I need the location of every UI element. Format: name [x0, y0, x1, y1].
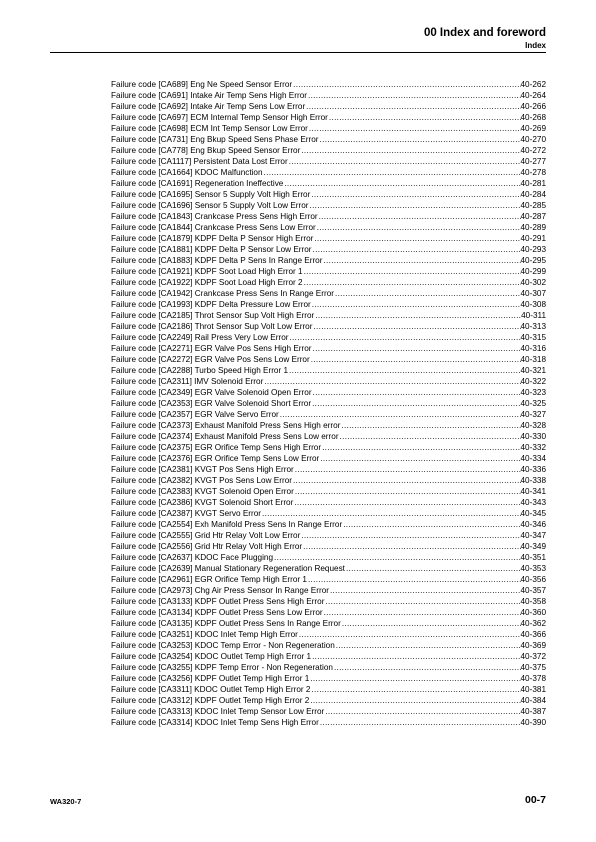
index-entry — [111, 475, 546, 486]
entry-page: 40-375 — [520, 663, 546, 672]
entry-title: Failure code [CA2349] EGR Valve Solenoid Open Error — [111, 388, 312, 397]
entry-title: Failure code [CA1664] KDOC Malfunction — [111, 168, 263, 177]
entry-page: 40-362 — [520, 619, 546, 628]
entry-page: 40-325 — [520, 399, 546, 408]
index-entry — [111, 134, 546, 145]
index-entry — [111, 453, 546, 464]
entry-title: Failure code [CA778] Eng Bkup Speed Sensor Error — [111, 146, 301, 155]
entry-title: Failure code [CA2185] Throt Sensor Sup Volt High Error — [111, 311, 315, 320]
entry-title: Failure code [CA1942] Crankcase Press Sens In Range Error — [111, 289, 334, 298]
entry-page: 40-287 — [520, 212, 546, 221]
entry-page: 40-343 — [520, 498, 546, 507]
entry-title: Failure code [CA2357] EGR Valve Servo Error — [111, 410, 279, 419]
dot-leader — [333, 662, 521, 673]
index-entry — [111, 420, 546, 431]
entry-title: Failure code [CA3313] KDOC Inlet Temp Sensor Low Error — [111, 707, 325, 716]
index-entry — [111, 178, 546, 189]
entry-title: Failure code [CA2376] EGR Orifice Temp Sens Low Error — [111, 454, 320, 463]
dot-leader — [300, 145, 520, 156]
entry-page: 40-338 — [520, 476, 546, 485]
dot-leader — [318, 211, 521, 222]
section-subtitle: Index — [525, 41, 546, 50]
dot-leader — [307, 574, 521, 585]
entry-title: Failure code [CA2381] KVGT Pos Sens High Error — [111, 465, 294, 474]
dot-leader — [324, 706, 520, 717]
entry-title: Failure code [CA698] ECM Int Temp Sensor Low Error — [111, 124, 308, 133]
entry-page: 40-390 — [520, 718, 546, 727]
entry-title: Failure code [CA1921] KDPF Soot Load High Error 1 — [111, 267, 303, 276]
index-entry — [111, 552, 546, 563]
entry-title: Failure code [CA2373] Exhaust Manifold Press Sens High error — [111, 421, 341, 430]
entry-title: Failure code [CA1696] Sensor 5 Supply Volt Low Error — [111, 201, 309, 210]
index-entry — [111, 365, 546, 376]
entry-page: 40-318 — [520, 355, 546, 364]
dot-leader — [312, 343, 521, 354]
entry-page: 40-346 — [520, 520, 546, 529]
entry-page: 40-266 — [520, 102, 546, 111]
entry-page: 40-299 — [520, 267, 546, 276]
dot-leader — [288, 156, 521, 167]
index-entry — [111, 695, 546, 706]
entry-title: Failure code [CA2556] Grid Htr Relay Volt High Error — [111, 542, 303, 551]
dot-leader — [294, 486, 521, 497]
entry-title: Failure code [CA3314] KDOC Inlet Temp Sens High Error — [111, 718, 319, 727]
entry-page: 40-334 — [520, 454, 546, 463]
dot-leader — [313, 233, 520, 244]
index-entry — [111, 200, 546, 211]
entry-page: 40-330 — [520, 432, 546, 441]
dot-leader — [261, 508, 520, 519]
entry-page: 40-289 — [520, 223, 546, 232]
index-entry — [111, 486, 546, 497]
dot-leader — [322, 255, 520, 266]
entry-title: Failure code [CA1691] Regeneration Ineffective — [111, 179, 284, 188]
dot-leader — [263, 376, 520, 387]
dot-leader — [279, 409, 521, 420]
dot-leader — [305, 101, 520, 112]
dot-leader — [288, 332, 520, 343]
dot-leader — [307, 90, 521, 101]
index-entry — [111, 90, 546, 101]
dot-leader — [310, 684, 520, 695]
index-entry — [111, 596, 546, 607]
index-entry — [111, 189, 546, 200]
entry-title: Failure code [CA3254] KDOC Outlet Temp High Error 1 — [111, 652, 312, 661]
index-entry — [111, 541, 546, 552]
index-entry — [111, 574, 546, 585]
entry-page: 40-332 — [520, 443, 546, 452]
dot-leader — [342, 519, 520, 530]
dot-leader — [310, 354, 521, 365]
entry-title: Failure code [CA1844] Crankcase Press Sens Low Error — [111, 223, 316, 232]
index-entry — [111, 662, 546, 673]
entry-page: 40-311 — [521, 311, 546, 320]
entry-title: Failure code [CA2386] KVGT Solenoid Short Error — [111, 498, 294, 507]
entry-page: 40-366 — [520, 630, 546, 639]
dot-leader — [303, 266, 521, 277]
index-entry — [111, 497, 546, 508]
entry-page: 40-356 — [520, 575, 546, 584]
entry-title: Failure code [CA3256] KDPF Outlet Temp High Error 1 — [111, 674, 310, 683]
entry-page: 40-295 — [520, 256, 546, 265]
index-entry — [111, 387, 546, 398]
entry-page: 40-269 — [520, 124, 546, 133]
entry-title: Failure code [CA1922] KDPF Soot Load High Error 2 — [111, 278, 303, 287]
dot-leader — [345, 563, 521, 574]
entry-title: Failure code [CA3133] KDPF Outlet Press Sens High Error — [111, 597, 325, 606]
index-entry — [111, 310, 546, 321]
index-entry — [111, 684, 546, 695]
entry-title: Failure code [CA2374] Exhaust Manifold Press Sens Low error — [111, 432, 339, 441]
dot-leader — [329, 585, 521, 596]
index-entry — [111, 277, 546, 288]
index-entry — [111, 717, 546, 728]
entry-title: Failure code [CA1881] KDPF Delta P Sensor Low Error — [111, 245, 312, 254]
entry-page: 40-349 — [520, 542, 546, 551]
dot-leader — [324, 596, 520, 607]
entry-title: Failure code [CA2639] Manual Stationary Regeneration Request — [111, 564, 345, 573]
entry-page: 40-291 — [520, 234, 546, 243]
entry-title: Failure code [CA2311] IMV Solenoid Error — [111, 377, 264, 386]
entry-page: 40-293 — [520, 245, 546, 254]
dot-leader — [292, 475, 521, 486]
entry-page: 40-278 — [520, 168, 546, 177]
entry-title: Failure code [CA1879] KDPF Delta P Sensor High Error — [111, 234, 314, 243]
dot-leader — [309, 695, 520, 706]
index-entry — [111, 288, 546, 299]
entry-title: Failure code [CA2554] Exh Manifold Press Sens In Range Error — [111, 520, 343, 529]
entry-title: Failure code [CA3253] KDOC Temp Error - Non Regeneration — [111, 641, 335, 650]
index-list — [111, 79, 546, 728]
entry-title: Failure code [CA2383] KVGT Solenoid Open Error — [111, 487, 294, 496]
index-entry — [111, 145, 546, 156]
entry-title: Failure code [CA3134] KDPF Outlet Press Sens Low Error — [111, 608, 323, 617]
entry-title: Failure code [CA1843] Crankcase Press Sens High Error — [111, 212, 318, 221]
dot-leader — [334, 288, 521, 299]
dot-leader — [311, 651, 520, 662]
entry-title: Failure code [CA2382] KVGT Pos Sens Low Error — [111, 476, 292, 485]
dot-leader — [302, 541, 520, 552]
entry-page: 40-327 — [520, 410, 546, 419]
entry-page: 40-360 — [520, 608, 546, 617]
header-rule — [50, 52, 546, 53]
index-entry — [111, 299, 546, 310]
entry-title: Failure code [CA2271] EGR Valve Pos Sens High Error — [111, 344, 312, 353]
entry-page: 40-308 — [520, 300, 546, 309]
entry-title: Failure code [CA3255] KDPF Temp Error - Non Regeneration — [111, 663, 333, 672]
entry-title: Failure code [CA2272] EGR Valve Pos Sens Low Error — [111, 355, 310, 364]
dot-leader — [312, 244, 521, 255]
entry-title: Failure code [CA2288] Turbo Speed High Error 1 — [111, 366, 289, 375]
index-entry — [111, 354, 546, 365]
entry-page: 40-387 — [520, 707, 546, 716]
index-entry — [111, 530, 546, 541]
index-entry — [111, 167, 546, 178]
index-entry — [111, 629, 546, 640]
dot-leader — [300, 530, 520, 541]
entry-title: Failure code [CA2249] Rail Press Very Low Error — [111, 333, 289, 342]
index-entry — [111, 508, 546, 519]
dot-leader — [309, 200, 521, 211]
index-entry — [111, 321, 546, 332]
index-entry — [111, 332, 546, 343]
index-entry — [111, 233, 546, 244]
dot-leader — [288, 365, 520, 376]
entry-page: 40-321 — [520, 366, 546, 375]
entry-title: Failure code [CA3251] KDOC Inlet Temp High Error — [111, 630, 298, 639]
entry-title: Failure code [CA1695] Sensor 5 Supply Volt High Error — [111, 190, 311, 199]
entry-page: 40-345 — [520, 509, 546, 518]
entry-page: 40-322 — [520, 377, 546, 386]
index-entry — [111, 101, 546, 112]
dot-leader — [311, 398, 520, 409]
dot-leader — [321, 442, 520, 453]
dot-leader — [341, 618, 521, 629]
dot-leader — [339, 431, 521, 442]
entry-title: Failure code [CA697] ECM Internal Temp Sensor High Error — [111, 113, 328, 122]
dot-leader — [314, 310, 521, 321]
index-entry — [111, 442, 546, 453]
index-entry — [111, 156, 546, 167]
index-entry — [111, 211, 546, 222]
model-label: WA320-7 — [50, 797, 82, 806]
entry-title: Failure code [CA2387] KVGT Servo Error — [111, 509, 262, 518]
entry-page: 40-328 — [520, 421, 546, 430]
index-entry — [111, 706, 546, 717]
index-entry — [111, 244, 546, 255]
entry-page: 40-302 — [520, 278, 546, 287]
entry-title: Failure code [CA3135] KDPF Outlet Press Sens In Range Error — [111, 619, 341, 628]
dot-leader — [340, 420, 520, 431]
index-entry — [111, 222, 546, 233]
entry-page: 40-264 — [520, 91, 546, 100]
entry-page: 40-357 — [520, 586, 546, 595]
entry-page: 40-281 — [520, 179, 546, 188]
dot-leader — [328, 112, 521, 123]
entry-page: 40-284 — [520, 190, 546, 199]
entry-title: Failure code [CA2555] Grid Htr Relay Volt Low Error — [111, 531, 301, 540]
entry-title: Failure code [CA2186] Throt Sensor Sup Volt Low Error — [111, 322, 313, 331]
dot-leader — [273, 552, 520, 563]
dot-leader — [316, 222, 521, 233]
entry-title: Failure code [CA1883] KDPF Delta P Sens In Range Error — [111, 256, 323, 265]
index-entry — [111, 640, 546, 651]
entry-title: Failure code [CA2375] EGR Orifice Temp Sens High Error — [111, 443, 322, 452]
index-entry — [111, 431, 546, 442]
entry-page: 40-378 — [520, 674, 546, 683]
index-entry — [111, 343, 546, 354]
entry-page: 40-315 — [520, 333, 546, 342]
index-entry — [111, 585, 546, 596]
entry-title: Failure code [CA1993] KDPF Delta Pressure Low Error — [111, 300, 311, 309]
entry-page: 40-341 — [520, 487, 546, 496]
index-entry — [111, 618, 546, 629]
entry-page: 40-277 — [520, 157, 546, 166]
entry-page: 40-347 — [520, 531, 546, 540]
entry-page: 40-268 — [520, 113, 546, 122]
page-header — [424, 26, 546, 51]
entry-page: 40-358 — [520, 597, 546, 606]
entry-page: 40-316 — [520, 344, 546, 353]
dot-leader — [319, 717, 521, 728]
index-entry — [111, 519, 546, 530]
index-entry — [111, 112, 546, 123]
entry-title: Failure code [CA692] Intake Air Temp Sens Low Error — [111, 102, 306, 111]
entry-title: Failure code [CA1117] Persistent Data Lost Error — [111, 157, 288, 166]
entry-title: Failure code [CA2637] KDOC Face Plugging — [111, 553, 274, 562]
index-entry — [111, 563, 546, 574]
section-title: 00 Index and foreword — [423, 27, 546, 39]
entry-title: Failure code [CA2353] EGR Valve Solenoid Short Error — [111, 399, 312, 408]
dot-leader — [323, 607, 521, 618]
dot-leader — [312, 387, 521, 398]
dot-leader — [283, 178, 520, 189]
index-entry — [111, 266, 546, 277]
entry-page: 40-307 — [520, 289, 546, 298]
dot-leader — [335, 640, 521, 651]
entry-page: 40-313 — [520, 322, 546, 331]
index-entry — [111, 255, 546, 266]
entry-page: 40-262 — [520, 80, 546, 89]
index-entry — [111, 398, 546, 409]
dot-leader — [298, 629, 521, 640]
dot-leader — [309, 673, 520, 684]
entry-title: Failure code [CA689] Eng Ne Speed Sensor Error — [111, 80, 293, 89]
index-entry — [111, 376, 546, 387]
entry-title: Failure code [CA3312] KDPF Outlet Temp High Error 2 — [111, 696, 310, 705]
dot-leader — [303, 277, 521, 288]
page-number: 00-7 — [524, 794, 546, 806]
entry-page: 40-381 — [520, 685, 546, 694]
dot-leader — [294, 464, 521, 475]
index-entry — [111, 673, 546, 684]
dot-leader — [292, 79, 520, 90]
entry-title: Failure code [CA691] Intake Air Temp Sens High Error — [111, 91, 307, 100]
entry-page: 40-353 — [520, 564, 546, 573]
dot-leader — [311, 299, 521, 310]
entry-title: Failure code [CA2973] Chg Air Press Sensor In Range Error — [111, 586, 329, 595]
index-entry — [111, 79, 546, 90]
entry-page: 40-336 — [520, 465, 546, 474]
entry-page: 40-384 — [520, 696, 546, 705]
index-entry — [111, 464, 546, 475]
entry-title: Failure code [CA2961] EGR Orifice Temp High Error 1 — [111, 575, 307, 584]
dot-leader — [308, 123, 521, 134]
dot-leader — [319, 453, 520, 464]
entry-title: Failure code [CA731] Eng Bkup Speed Sens Phase Error — [111, 135, 319, 144]
index-entry — [111, 123, 546, 134]
index-entry — [111, 651, 546, 662]
dot-leader — [310, 189, 520, 200]
dot-leader — [319, 134, 521, 145]
dot-leader — [312, 321, 520, 332]
entry-page: 40-285 — [520, 201, 546, 210]
dot-leader — [293, 497, 520, 508]
dot-leader — [263, 167, 521, 178]
index-entry — [111, 607, 546, 618]
entry-title: Failure code [CA3311] KDOC Outlet Temp High Error 2 — [111, 685, 311, 694]
entry-page: 40-372 — [520, 652, 546, 661]
index-entry — [111, 409, 546, 420]
entry-page: 40-369 — [520, 641, 546, 650]
entry-page: 40-272 — [520, 146, 546, 155]
entry-page: 40-323 — [520, 388, 546, 397]
entry-page: 40-351 — [520, 553, 546, 562]
entry-page: 40-270 — [520, 135, 546, 144]
